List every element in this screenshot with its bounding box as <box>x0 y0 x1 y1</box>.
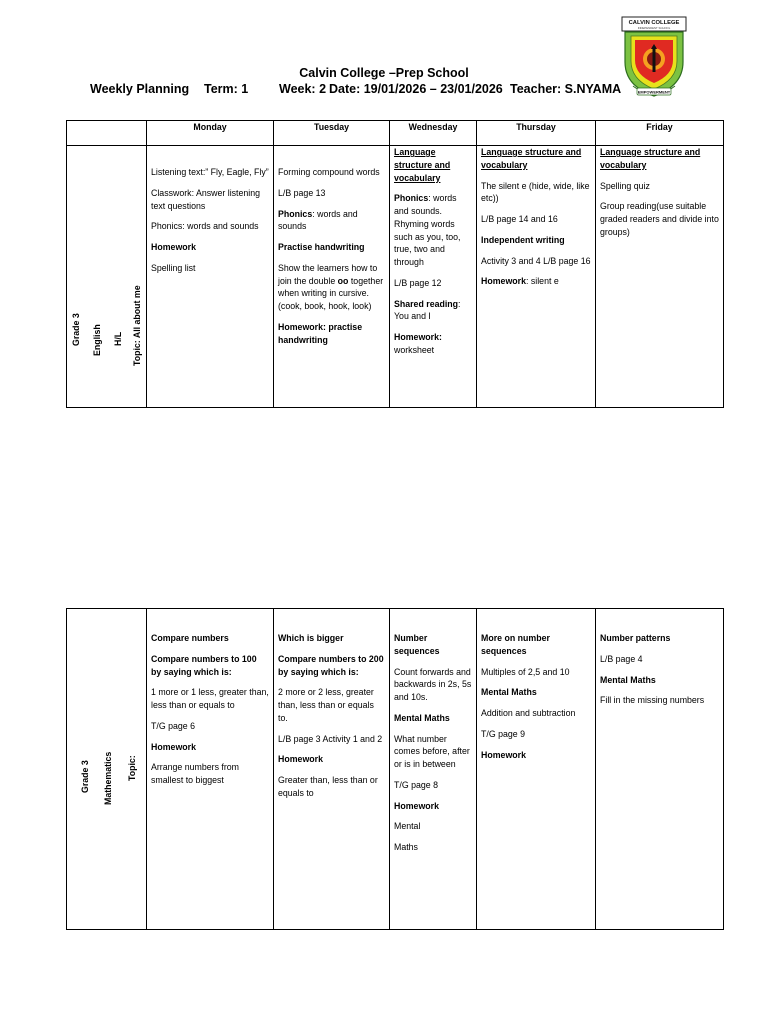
lesson-text: 1 more or 1 less, greater than, less than or equals to <box>151 687 269 710</box>
lesson-heading: Mental Maths <box>481 687 537 698</box>
lesson-text: Spelling quiz <box>600 180 650 191</box>
lesson-text: 2 more or 2 less, greater than, less than or equals to. <box>278 687 374 723</box>
lesson-text <box>278 262 385 313</box>
lesson-text: Maths <box>394 842 418 852</box>
level-label: H/L <box>113 331 123 346</box>
english-row <box>67 146 724 408</box>
lesson-text: : words and sounds. Rhyming words such as you, too, true, two and through <box>394 193 461 267</box>
day-header-thursday: Thursday <box>477 121 596 146</box>
lesson-heading: Mental Maths <box>394 712 450 723</box>
lesson-text: Mental <box>394 821 421 832</box>
lesson-text: Greater than, less than or equals to <box>278 775 378 798</box>
homework-heading: Homework <box>278 754 323 765</box>
english-subject-cell <box>67 146 147 408</box>
lesson-heading: Compare numbers to 100 by saying which is: <box>151 653 257 677</box>
lesson-text: : silent e <box>525 276 559 287</box>
day-header-row <box>67 121 724 146</box>
english-thursday-cell <box>477 146 596 408</box>
lesson-text: Spelling list <box>151 262 196 273</box>
lesson-heading: Which is bigger <box>278 633 344 643</box>
english-tuesday-cell <box>274 146 390 408</box>
english-monday-cell <box>147 146 274 408</box>
lesson-text: L/B page 12 <box>394 277 442 288</box>
lesson-text: Activity 3 and 4 L/B page 16 <box>481 255 591 266</box>
header-blank-cell <box>67 121 147 146</box>
lesson-heading: Number sequences <box>394 633 440 656</box>
lesson-text <box>278 208 385 234</box>
maths-subject-cell <box>67 609 147 930</box>
lesson-text: L/B page 13 <box>278 187 326 198</box>
lesson-text: L/B page 4 <box>600 653 643 664</box>
lesson-text: Phonics: words and sounds <box>151 221 259 232</box>
week-label: Week: 2 <box>279 82 327 96</box>
homework-heading: Homework <box>394 800 439 811</box>
lesson-heading: Language structure and vocabulary <box>394 147 451 183</box>
lesson-heading: Language structure and vocabulary <box>481 147 582 170</box>
lesson-text <box>394 331 472 357</box>
svg-text:CALVIN COLLEGE: CALVIN COLLEGE <box>628 20 680 26</box>
planning-header-line <box>0 82 768 98</box>
english-wednesday-cell <box>390 146 477 408</box>
maths-friday-cell <box>596 609 724 930</box>
maths-wednesday-cell <box>390 609 477 930</box>
lesson-text <box>394 192 472 269</box>
lesson-text <box>481 275 591 288</box>
date-range: Date: 19/01/2026 – 23/01/2026 <box>329 82 503 96</box>
lesson-text: L/B page 3 Activity 1 and 2 <box>278 733 383 744</box>
day-header-friday: Friday <box>596 121 724 146</box>
maths-plan-table <box>66 608 724 930</box>
homework-heading: Homework: practise handwriting <box>278 321 363 345</box>
homework-heading: Homework: <box>394 332 442 342</box>
shared-reading-label: Shared reading <box>394 298 459 309</box>
phonics-label: Phonics <box>278 208 313 219</box>
lesson-text: Forming compound words <box>278 167 380 177</box>
lesson-heading: More on number sequences <box>481 633 550 656</box>
lesson-text: : You and I <box>394 298 461 322</box>
lesson-text: Addition and subtraction <box>481 708 576 718</box>
svg-text:INDEPENDENT SCHOOL: INDEPENDENT SCHOOL <box>637 26 671 30</box>
phonics-label: Phonics <box>394 193 429 204</box>
lesson-text: The silent e (hide, wide, like etc)) <box>481 180 590 204</box>
lesson-heading: Mental Maths <box>600 674 656 685</box>
maths-row <box>67 609 724 930</box>
day-header-wednesday: Wednesday <box>390 121 477 146</box>
lesson-heading: Language structure and vocabulary <box>600 147 701 170</box>
lesson-text: Multiples of 2,5 and 10 <box>481 666 570 677</box>
maths-tuesday-cell <box>274 609 390 930</box>
term-label: Term: 1 <box>204 82 249 96</box>
homework-heading: Homework <box>151 242 196 252</box>
teacher-label: Teacher: S.NYAMA <box>510 82 622 96</box>
subject-label: English <box>92 324 102 356</box>
maths-thursday-cell <box>477 609 596 930</box>
lesson-text: T/G page 6 <box>151 720 196 731</box>
lesson-text: L/B page 14 and 16 <box>481 214 558 224</box>
day-header-tuesday: Tuesday <box>274 121 390 146</box>
lesson-text: : words and sounds <box>278 208 358 232</box>
lesson-text: Classwork: Answer listening text questions <box>151 187 261 211</box>
lesson-heading: Independent writing <box>481 234 565 245</box>
lesson-heading: Practise handwriting <box>278 242 365 252</box>
lesson-text: together when writing in cursive. (cook, book, hook, look) <box>278 275 384 311</box>
homework-heading: Homework <box>481 276 526 287</box>
lesson-text: Listening text:” Fly, Eagle, Fly” <box>151 167 269 177</box>
lesson-text: Arrange numbers from smallest to biggest <box>151 762 240 785</box>
lesson-text: Count forwards and backwards in 2s, 5s and 10s. <box>394 666 472 702</box>
bold-letters: oo <box>337 275 349 286</box>
lesson-text: T/G page 8 <box>394 779 439 790</box>
topic-label: Topic: All about me <box>132 285 142 366</box>
lesson-text: T/G page 9 <box>481 728 526 739</box>
topic-label: Topic: <box>127 755 137 781</box>
homework-heading: Homework <box>481 749 526 760</box>
lesson-text: Fill in the missing numbers <box>600 695 705 706</box>
lesson-text: worksheet <box>394 344 435 355</box>
maths-monday-cell <box>147 609 274 930</box>
lesson-heading: Compare numbers <box>151 633 229 643</box>
english-friday-cell <box>596 146 724 408</box>
lesson-text: Group reading(use suitable graded readers and divide into groups) <box>600 201 719 237</box>
lesson-text: What number comes before, after or is in between <box>394 733 470 769</box>
lesson-heading: Compare numbers to 200 by saying which is: <box>278 653 384 677</box>
subject-label: Mathematics <box>103 751 113 805</box>
day-header-monday: Monday <box>147 121 274 146</box>
lesson-heading: Number patterns <box>600 633 671 643</box>
grade-label: Grade 3 <box>80 760 90 793</box>
lesson-text <box>394 298 472 324</box>
english-plan-table <box>66 120 724 408</box>
svg-text:EMPOWERMENT: EMPOWERMENT <box>637 89 671 95</box>
school-title: Calvin College –Prep School <box>299 66 469 80</box>
homework-heading: Homework <box>151 741 196 752</box>
lesson-text: Show the learners how to join the double <box>278 262 378 286</box>
weekly-planning-label: Weekly Planning <box>90 82 190 96</box>
grade-label: Grade 3 <box>71 313 81 346</box>
